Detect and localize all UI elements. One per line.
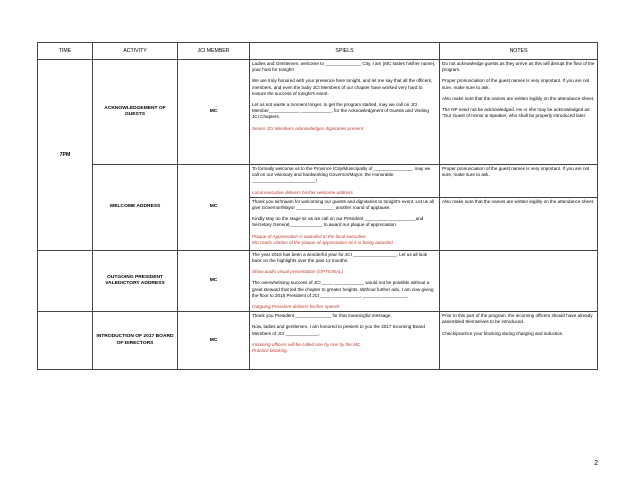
stage-direction: Incoming officers will be called one by one by the MC. Practice blocking. (252, 341, 362, 354)
spiel-paragraph: Kindly stay on the stage sir as we call on our President ____________________and Secretary General_____________ to award our plaque of appreciation. (252, 216, 424, 228)
notes-cell (440, 60, 598, 165)
time-cell: 7PM (38, 60, 93, 251)
spiels-cell (250, 250, 440, 311)
stage-direction: Senior JCI Members acknowledges dignitaries present (252, 125, 364, 131)
stage-direction: Outgoing President delivers his/her speech (252, 304, 340, 310)
col-header-spiels: SPIELS (250, 43, 440, 60)
notes-cell (440, 165, 598, 198)
note-paragraph: Check/practice your blocking during charging and induction. (442, 330, 564, 336)
member-cell: MC (178, 60, 250, 165)
spiel-paragraph: The overwhelming success of JCI ____ ____________ would not be possible without a great steward that led the chapter to greater heights. Without further ado, I am now giving the floor to 2016 President of JCI ____ ___________, _______ __________. (252, 280, 434, 298)
col-header-activity: ACTIVITY (93, 43, 178, 60)
stage-direction: Local executive delivers his/her welcome address (252, 189, 353, 195)
spiel-paragraph: Let us not waste a moment longer, to get the program started, may we call on JCI Member____________ ____________, for the Acknowledgment of Guests and Visiting JCI Chapters. (252, 102, 429, 120)
col-header-member: JCI MEMBER (178, 43, 250, 60)
member-cell: MC (178, 250, 250, 311)
spiels-cell (250, 197, 440, 250)
spiel-paragraph: Now, ladies and gentlemen, I am honored to present to you the 2017 Incoming Board Members of JCI _____________. (252, 324, 425, 336)
activity-cell: OUTGOING PRESIDENT VALEDICTORY ADDRESS (93, 250, 178, 311)
spiel-paragraph: The year 2016 has been a wonderful year for JCI _________________. Let us all look back on the highlights over the past 12 months. (252, 251, 428, 264)
note-paragraph: Do not acknowledge guests as they arrive as this will disrupt the flow of the program. (442, 61, 595, 73)
notes-cell (440, 197, 598, 250)
spiel-paragraph: We are truly honored with your presence here tonight, and let me say that all the officers, members, and even the baby JCI Members of our chapter have worked very hard to ensure the success of tonight's event. (252, 78, 433, 96)
note-paragraph: The NP need not be acknowledged. He or she may be acknowledged as: "Our Guest of Honor & Speaker, who shall be properly introduced later. (442, 107, 591, 119)
activity-cell: WELCOME ADDRESS (93, 165, 178, 251)
spiels-cell (250, 165, 440, 198)
time-cell-empty (38, 312, 93, 370)
program-table (37, 42, 598, 370)
col-header-notes: NOTES (440, 43, 598, 60)
page-number: 2 (594, 460, 598, 467)
spiel-paragraph: Ladies and Gentlemen, welcome to ______________ City, I am (MC states his/her name), your host for tonight! (252, 61, 436, 73)
table-row (38, 165, 598, 198)
table-row (38, 60, 598, 165)
table-row (38, 250, 598, 311)
table-row (38, 312, 598, 370)
col-header-time: TIME (38, 43, 93, 60)
activity-cell: ACKNOWLEDGEMENT OF GUESTS (93, 60, 178, 165)
stage-direction: Plaque of Appreciation is awarded to the local executive MC reads citation of the plaque of appreciation as it is being awarded (252, 233, 393, 245)
note-paragraph: Proper pronunciation of the guest names is very important. If you are not sure, make sure to ask. (442, 78, 590, 90)
note-paragraph: Also make sure that the names are written legibly on the attendance sheet. (442, 198, 595, 204)
stage-direction: Show audio visual presentation (OPTIONAL) (252, 269, 344, 275)
notes-cell (440, 312, 598, 370)
note-paragraph: Proper pronunciation of the guest names is very important. If you are not sure, make sure to ask. (442, 166, 590, 178)
notes-cell (440, 250, 598, 311)
spiels-cell (250, 312, 440, 370)
note-paragraph: Prior to this part of the program, the incoming officers should have already assembled themselves to be introduced. (442, 313, 593, 325)
spiels-cell (250, 60, 440, 165)
member-cell: MC (178, 165, 250, 251)
note-paragraph: Also make sure that the names are written legibly on the attendance sheet. (442, 95, 595, 101)
time-cell-empty (38, 250, 93, 311)
member-cell: MC (178, 312, 250, 370)
spiel-paragraph: Thank you President ______________ for that meaningful message. (252, 313, 392, 319)
spiel-paragraph: To formally welcome us to the Province /City/Municipality of _______________, may we call on our visionary and hardworking Governor/Mayor, the Honorable _________________________! (252, 166, 431, 184)
header-row (38, 43, 598, 60)
activity-cell: INTRODUCTION OF 2017 BOARD OF DIRECTORS (93, 312, 178, 370)
spiel-paragraph: Thank you sir/maam for welcoming our guests and dignitaries to tonight's event. Let us all give Governor/Mayor _______________ another round of applause. (252, 198, 434, 211)
